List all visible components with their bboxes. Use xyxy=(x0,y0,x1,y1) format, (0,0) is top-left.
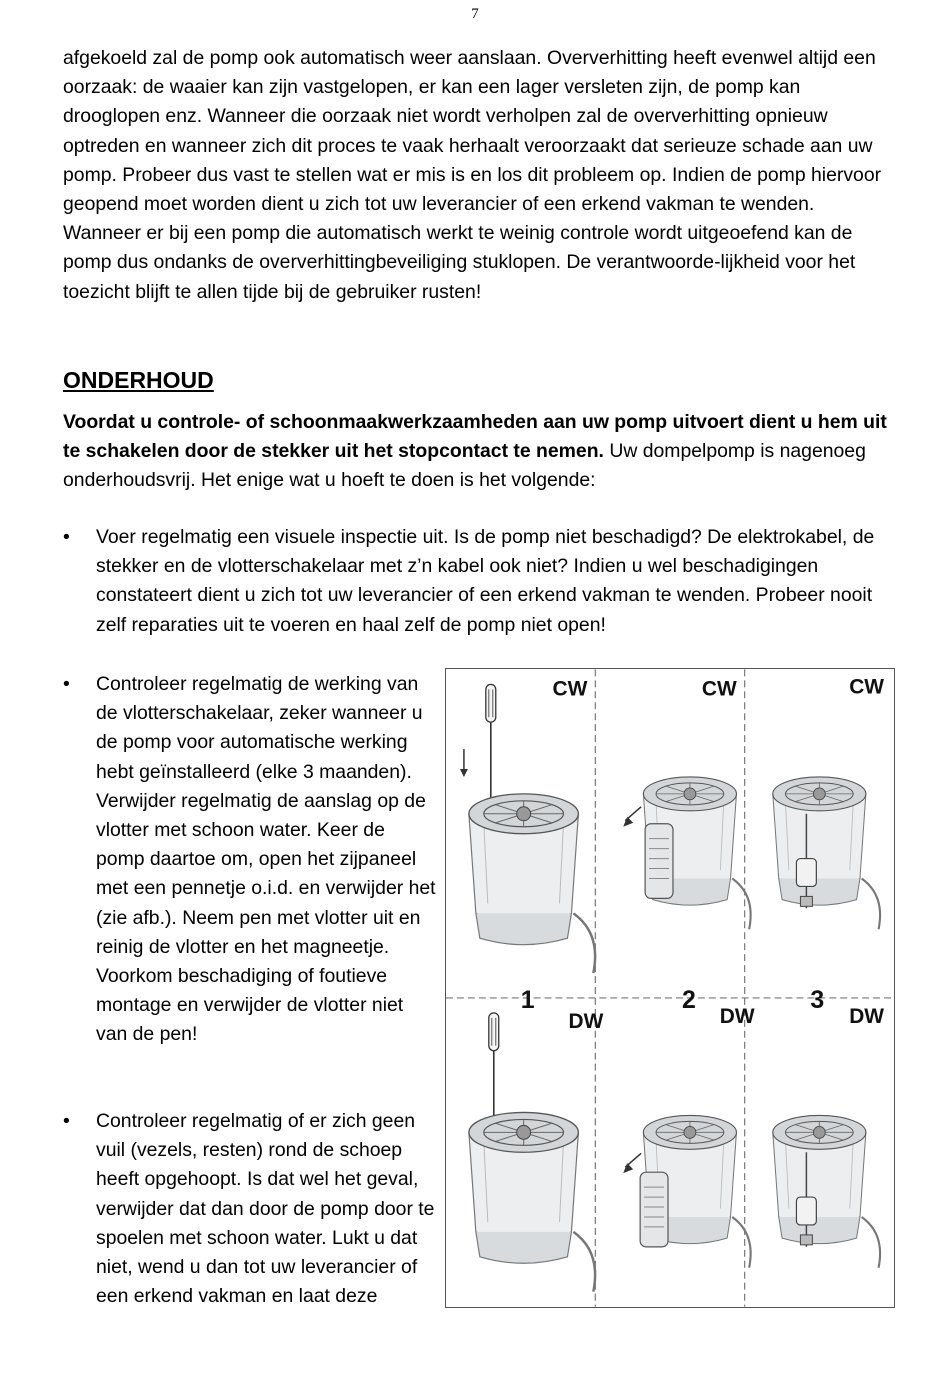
intro-text: Uw dompelpomp is nagenoeg onderhoudsvrij. Het enige wat u hoeft te doen is het volgende: xyxy=(63,440,866,492)
pump-drawing xyxy=(623,777,750,929)
pump-drawing xyxy=(469,1013,595,1292)
step-number: 3 xyxy=(810,985,825,1014)
cw-label: CW xyxy=(701,677,737,701)
page-number: 7 xyxy=(471,6,479,22)
pump-drawing xyxy=(773,1115,880,1267)
paragraph-maintenance-intro xyxy=(63,408,893,496)
section-heading: ONDERHOUD xyxy=(63,367,214,393)
pump-drawing xyxy=(460,684,595,973)
pump-drawing xyxy=(773,777,880,929)
dw-label: DW xyxy=(568,1009,604,1033)
list-item-text: Controleer regelmatig of er zich geen vuil (vezels, resten) rond de schoep heeft opgehoopt. Is dat wel het geval, verwijder dat dan door de pomp door te spoelen met schoon water. Lukt u dat niet, wend u dan tot uw leverancier of een erkend vakman en laat deze xyxy=(96,1110,435,1308)
bullet-icon: • xyxy=(63,673,70,695)
cw-label: CW xyxy=(552,677,588,701)
pump-drawing xyxy=(623,1115,750,1267)
dw-label: DW xyxy=(849,1004,885,1028)
float-switch-illustration xyxy=(445,668,895,1308)
bullet-icon: • xyxy=(63,526,70,548)
dw-label: DW xyxy=(719,1004,755,1028)
bullet-icon: • xyxy=(63,1110,70,1132)
warning-text: Voordat u controle- of schoonmaakwerkzaamheden aan uw pomp uitvoert dient u hem uit te schakelen door de stekker uit het stopcontact te nemen. xyxy=(63,411,887,463)
illustration-svg xyxy=(446,669,894,1307)
list-item-text: Controleer regelmatig de werking van de vlotterschakelaar, zeker wanneer u de pomp voor automatische werking hebt geïnstalleerd (elke 3 maanden). Verwijder regelmatig de aanslag op de vlotter met schoon water. Keer de pomp daartoe om, open het zijpaneel met een pennetje o.i.d. en verwijder het (zie afb.). Neem pen met vlotter uit en reinig de vlotter en het magneetje. Voorkom beschadiging of foutieve montage en verwijder de vlotter niet van de pen! xyxy=(96,673,436,1046)
step-number: 2 xyxy=(681,985,696,1014)
step-number: 1 xyxy=(520,985,535,1014)
paragraph-overheating: afgekoeld zal de pomp ook automatisch weer aanslaan. Oververhitting heeft evenwel altijd een oorzaak: de waaier kan zijn vastgelopen, er kan een lager versleten zijn, de pomp kan drooglopen enz. Wanneer die oorzaak niet wordt verholpen zal de oververhitting opnieuw optreden en wanneer zich dit proces te vaak herhaalt veroorzaakt dat serieuze schade aan uw pomp. Probeer dus vast te stellen wat er mis is en los dit probleem op. Indien de pomp hiervoor geopend moet worden dient u zich tot uw leverancier of een erkend vakman te wenden. Wanneer er bij een pomp die automatisch werkt te weinig controle wordt uitgeoefend kan de pomp dus ondanks de oververhittingbeveiliging stuklopen. De verantwoorde-lijkheid voor het toezicht blijft te allen tijde bij de gebruiker rusten! xyxy=(63,47,882,303)
list-item-text: Voer regelmatig een visuele inspectie uit. Is de pomp niet beschadigd? De elektrokabel, de stekker en de vlotterschakelaar met z’n kabel ook niet? Indien u wel beschadigingen constateert dient u zich tot uw leverancier of een erkend vakman te wenden. Probeer nooit zelf reparaties uit te voeren en haal zelf de pomp niet open! xyxy=(96,526,875,636)
cw-label: CW xyxy=(849,675,885,699)
